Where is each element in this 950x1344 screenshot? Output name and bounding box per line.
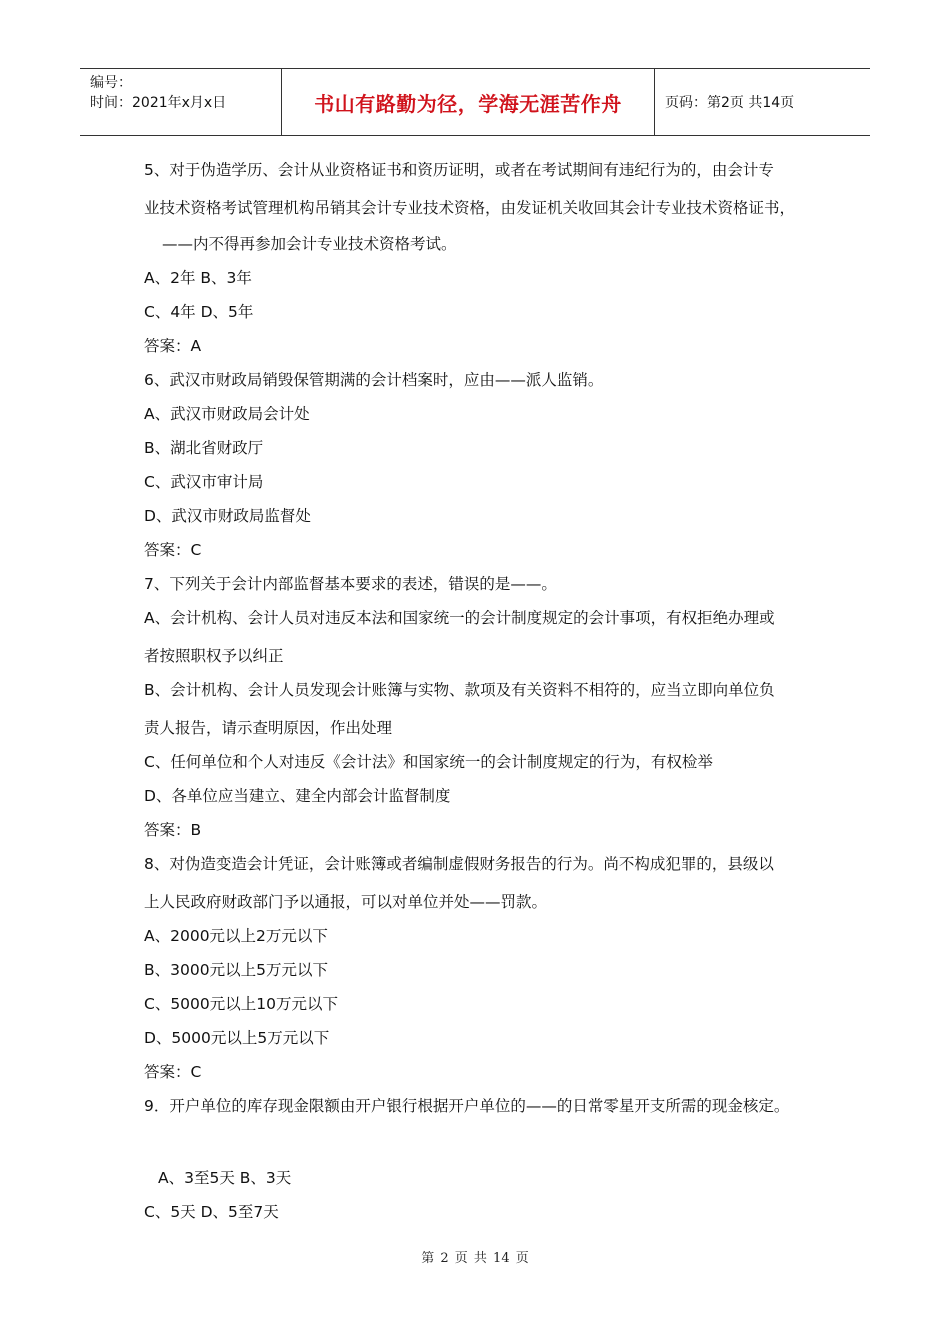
text-line: 业技术资格考试管理机构吊销其会计专业技术资格，由发证机关收回其会计专业技术资格证书， xyxy=(144,199,796,217)
answer-line: 答案：C xyxy=(144,1063,202,1081)
option-line: B、3000元以上5万元以下 xyxy=(144,961,328,979)
question-line: 9．开户单位的库存现金限额由开户银行根据开户单位的——的日常零星开支所需的现金核定。 xyxy=(144,1097,790,1115)
option-line: A、会计机构、会计人员对违反本法和国家统一的会计制度规定的会计事项，有权拒绝办理或 xyxy=(144,609,775,627)
text-line: 上人民政府财政部门予以通报，可以对单位并处——罚款。 xyxy=(144,893,548,911)
text-line: 5、对于伪造学历、会计从业资格证书和资历证明，或者在考试期间有违纪行为的，由会计专 xyxy=(144,161,774,179)
page-info-text: 页码：第2页 共14页 xyxy=(665,95,795,111)
option-line: B、会计机构、会计人员发现会计账簿与实物、款项及有关资料不相符的，应当立即向单位负 xyxy=(144,681,775,699)
text-line: ——内不得再参加会计专业技术资格考试。 xyxy=(162,235,457,253)
header-meta xyxy=(80,69,282,135)
option-line: A、3至5天 B、3天 xyxy=(158,1169,292,1187)
header-page-info xyxy=(655,69,870,135)
option-line: A、2年 B、3年 xyxy=(144,269,252,287)
option-line: C、武汉市审计局 xyxy=(144,473,264,491)
page-header xyxy=(80,68,870,136)
time-label: 时间：2021年x月x日 xyxy=(90,95,227,111)
text-line: 责人报告，请示查明原因，作出处理 xyxy=(144,719,393,737)
option-line: C、4年 D、5年 xyxy=(144,303,254,321)
answer-line: 答案：C xyxy=(144,541,202,559)
question-line: 7、下列关于会计内部监督基本要求的表述，错误的是——。 xyxy=(144,575,557,593)
option-line: C、5000元以上10万元以下 xyxy=(144,995,338,1013)
text-line: 者按照职权予以纠正 xyxy=(144,647,284,665)
option-line: A、武汉市财政局会计处 xyxy=(144,405,310,423)
option-line: A、2000元以上2万元以下 xyxy=(144,927,328,945)
question-line: 6、武汉市财政局销毁保管期满的会计档案时，应由——派人监销。 xyxy=(144,371,604,389)
option-line: D、武汉市财政局监督处 xyxy=(144,507,311,525)
option-line: D、各单位应当建立、建全内部会计监督制度 xyxy=(144,787,451,805)
option-line: D、5000元以上5万元以下 xyxy=(144,1029,330,1047)
option-line: B、湖北省财政厅 xyxy=(144,439,264,457)
option-line: C、任何单位和个人对违反《会计法》和国家统一的会计制度规定的行为，有权检举 xyxy=(144,753,713,771)
answer-line: 答案：B xyxy=(144,821,202,839)
question-line: 8、对伪造变造会计凭证，会计账簿或者编制虚假财务报告的行为。尚不构成犯罪的，县级以 xyxy=(144,855,774,873)
answer-line: 答案：A xyxy=(144,337,202,355)
page-footer: 第 2 页 共 14 页 xyxy=(421,1251,529,1266)
option-line: C、5天 D、5至7天 xyxy=(144,1203,279,1221)
header-motto-cell xyxy=(282,69,655,135)
number-label: 编号： xyxy=(90,75,132,91)
motto-text: 书山有路勤为径，学海无涯苦作舟 xyxy=(314,91,622,116)
